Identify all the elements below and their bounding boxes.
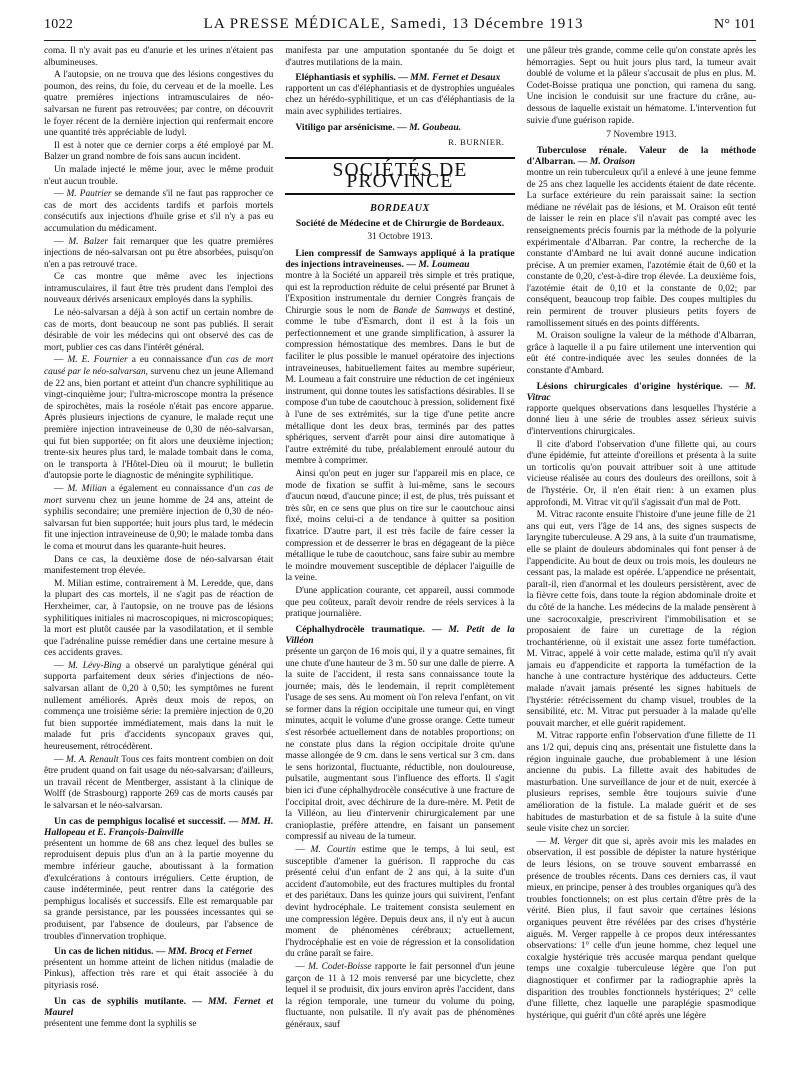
- author-signature: R. BURNIER.: [448, 137, 505, 148]
- paragraph: présentent un homme atteint de lichen nitidus (maladie de Pinkus), affection très rare et qui était associée à du pityriasis rosé.: [44, 957, 274, 991]
- emphasis: Bande de Samways: [392, 305, 470, 316]
- section-heading: Tuberculose rénale. Valeur de la méthode d'Albarran. — M. Oraison: [526, 144, 756, 168]
- paragraph: — M. Courtin estime que le temps, à lui seul, est susceptible d'amener la guérison. Il rapproche du cas présenté celui d'un enfant de 2 ans qui, à la suite d'un accident d'automobile, eut des fractures multiples du frontal et des pariétaux. Dans les quinze jours qui suivirent, l'enfant devint hydrocéphale. Le traitement consista seulement en une compression légère. Depuis deux ans, il n'y eut à aucun moment de phénomènes cérébraux; actuellement, l'hydrocéphalie est en voie de régression et la consolidation du crâne paraît se faire.: [285, 845, 515, 960]
- speaker-name: M. Balzer: [68, 236, 109, 247]
- heading-text: Eléphantiasis et syphilis.: [295, 72, 396, 84]
- paragraph: — M. Pautrier se demande s'il ne faut pas rapprocher ce cas de mort des accidents tardifs et parfois mortels consécutifs aux injections d'huile grise et s'il n'y a pas eu accumulation du médicament.: [44, 189, 274, 234]
- heading-text: Un cas de pemphigus localisé et successif.: [54, 815, 226, 827]
- paragraph: Ce cas montre que même avec les injections intramusculaires, il faut être très prudent dans l'emploi des nouveaux dérivés arsenicaux employés dans la syphilis.: [44, 272, 274, 306]
- paragraph: Ainsi qu'on peut en juger sur l'appareil mis en place, ce mode de fixation se suffit à lui-même, sans le secours d'aucun nœud, d'aucune pince; il est, de plus, très puissant et très sûr, en ce sens que plus on tire sur le caoutchouc ainsi fixé, moins celui-ci a de tendance à quitter sa position fixatrice. D'autre part, il est très facile de faire cesser la compression et de desserrer le bras en dégageant de la pièce métallique le tube de caoutchouc, sans faire subir au membre le moindre mouvement susceptible de déplacer l'aiguille de la veine.: [285, 469, 515, 584]
- paragraph: Le néo-salvarsan a déjà à son actif un certain nombre de cas de morts, dont beaucoup ne sont pas publiés. Il serait désirable de voir les médecins qui ont observé des cas de mort, publier ces cas dans l'intérêt général.: [44, 308, 274, 353]
- heading-text: Lien compressif de Samways appliqué à la pratique des injections intraveineuses.: [285, 247, 515, 271]
- heading-text: Céphalhydrocèle traumatique.: [295, 623, 425, 635]
- paragraph: rapporte quelques observations dans lesquelles l'hystérie a donné lieu à une série de troubles assez sérieux suivis d'interventions chirurgicales.: [526, 403, 756, 437]
- paragraph: une pâleur très grande, comme celle qu'on constate après les hémorragies. Sept ou huit jours plus tard, la tumeur avait doublé de volume et la pâleur s'accusait de plus en plus. M. Codet-Boisse pratiqua une ponction, qui ramena du sang. Une incision le conduisit sur une fracture du crâne, au-dessous de laquelle existait un hématome. L'intervention fut suivie d'une guérison rapide.: [526, 46, 756, 126]
- paragraph: rapportent un cas d'éléphantiasis et de dystrophies unguéales chez un hérédo-syphilitique, et un cas d'éléphantiasis de la main avec syphilides tertiaires.: [285, 83, 515, 117]
- speaker-name: M. A. Renault: [66, 754, 119, 765]
- speaker-name: M. Oraison: [589, 156, 636, 168]
- paragraph: Dans ce cas, la deuxième dose de néo-salvarsan était manifestement trop élevée.: [44, 554, 274, 577]
- section-heading: Vitiligo par arsénicisme. — M. Goubeau.: [295, 121, 462, 133]
- paragraph: M. Milian estime, contrairement à M. Leredde, que, dans la plupart des cas mortels, il ne s'agit pas de réaction de Herxheimer, car, à l'autopsie, on ne trouve pas de lésions syphilitiques initiales ni macroscopiques, ni microscopiques; la mort est plutôt causée par la vasodilatation, et il semble que l'adrénaline puisse remédier dans une certaine mesure à ces accidents graves.: [44, 578, 274, 659]
- heading-text: Tuberculose rénale. Valeur de la méthode d'Albarran.: [526, 144, 756, 168]
- paragraph: Il cite d'abord l'observation d'une fillette qui, au cours d'une épidémie, fut atteinte d'oreillons et présenta à la suite un torticolis qu'on pouvait attribuer soit à une attitude vicieuse réalisée au cours des douleurs des oreillons, soit à de l'hystérie. Or, il n'en était rien: à un examen plus approfondi, M. Vitrac vit qu'il s'agissait d'un mal de Pott.: [526, 439, 756, 508]
- speaker-name: M. Vitrac: [526, 380, 756, 404]
- paragraph: — M. Balzer fait remarquer que les quatre premières injections de néo-salvarsan ont pu être absorbées, puisqu'on n'en a pas retrouvé trace.: [44, 236, 274, 270]
- issue-number: N° 101: [713, 17, 756, 32]
- paragraph: — M. Codet-Boisse rapporte le fait personnel d'un jeune garçon de 11 à 12 mois renversé par une bicyclette, chez lequel il se produisit, dix jours environ après l'accident, dans la région temporale, une tumeur du volume du poing, fluctuante, non pulsatile. Il n'y avait pas de phénomènes généraux, sauf: [285, 961, 515, 1030]
- session-date: 31 Octobre 1913.: [367, 232, 433, 243]
- column-left: [44, 46, 273, 1068]
- paragraph: — M. E. Fournier a eu connaissance d'un cas de mort causé par le néo-salvarsan, survenu chez un jeune Allemand de 22 ans, bien portant et atteint d'un chancre syphilitique au vingt-cinquième jour; l'ultra-microscope montra la présence de spirochètes, mais la roséole n'était pas encore apparue. Après plusieurs injections de cyanure, le malade reçut une première injection intraveineuse de 0,30 de néo-salvarsan, qui fut bien supportée; on fit alors une deuxième injection; trente-six heures plus tard, le malade tombait dans le coma, on le transporta à l'Hôtel-Dieu où il mourut; le bulletin d'autopsie porte le diagnostic de méningite syphilitique.: [44, 355, 274, 482]
- paragraph: présente un garçon de 16 mois qui, il y a quatre semaines, fit une chute d'une hauteur de 3 m. 50 sur une dalle de pierre. A la suite de l'accident, il resta sans connaissance toute la journée; mais, dès le lendemain, il reprit complètement l'usage de ses sens. Au moment où l'on releva l'enfant, on vit se former dans la région occipitale une tumeur qui, en vingt minutes, acquit le volume d'une grosse orange. Cette tumeur s'est résorbée actuellement dans de notables proportions; on ne constate plus dans la région occipitale droite qu'une masse allongée de 9 cm. dans le sens vertical sur 3 cm. dans le sens horizontal, fluctuante, réductible, non douloureuse, pulsatile, augmentant sous l'influence des efforts. Il s'agit bien ici d'une céphalhydrocèle consécutive à une fracture de l'occipital droit, avec déchirure de la dure-mère. M. Petit de la Villéon, au lieu d'intervenir chirurgicalement par une cranioplastie, préfère attendre, en faisant un pansement compressif au niveau de la tumeur.: [285, 646, 515, 843]
- speaker-name: M. Pautrier: [66, 189, 112, 200]
- paragraph-text: a eu connaissance d'un: [131, 355, 223, 366]
- section-banner: [285, 157, 514, 195]
- article-columns: [44, 46, 756, 1068]
- paragraph-text: a observé un paralytique général qui supporta parfaitement deux séries d'injections de néo-salvarsan allant de 0,20 à 0,50; les symptômes ne furent nullement améliorés. Après deux mois de repos, on commença une troisième série: la première injection de 0,20 fut bien supportée immédiatement, mais dans la nuit le malade fut pris d'accidents syncopaux graves qui, heureusement, rétrocédèrent.: [44, 660, 274, 753]
- section-title: SOCIÉTÉS DE PROVINCE: [332, 159, 468, 193]
- section-heading: Un cas de syphilis mutilante. — MM. Fernet et Maurel: [44, 995, 274, 1019]
- paragraph: montre un rein tuberculeux qu'il a enlevé à une jeune femme de 25 ans chez laquelle les accidents étaient de date récente. La surface extérieure du rein paraissait saine: la section médiane ne révélait pas de lésions, et M. Oraison eût tenté de laisser le rein en place s'il n'avait pas compté avec les renseignements précis fournis par la méthode de la polyurie expérimentale d'Albarran. Par contre, la recherche de la constante d'Ambard ne lui avait donné aucune indication précise. A un premier examen, l'azotémie était de 0,60 et la constante de 0,20, c'est-à-dire trop élevée. La deuxième fois, l'azotémie était de 0,10 et la constante de 0,02; par conséquent, beaucoup trop faible. Des coupes multiples du rein permirent de trouver plusieurs petits foyers de ramollissement situés en des points différents.: [526, 167, 756, 329]
- paragraph: Il est à noter que ce dernier corps a été employé par M. Balzer un grand nombre de fois sans aucun incident.: [44, 140, 274, 163]
- paragraph-text: Tous ces faits montrent combien on doit être prudent quand on fait usage du néo-salvarsan; d'ailleurs, un travail récent de Mentberger, assistant à la clinique de Wolff (de Strasbourg) rapporte 269 cas de morts causés par le salvarsan et le néo-salvarsan.: [44, 754, 274, 811]
- speaker-name: M. Courtin: [310, 845, 356, 855]
- speaker-name: MM. H. Hallopeau et E. François-Dainville: [44, 815, 274, 839]
- city-heading: BORDEAUX: [370, 202, 430, 214]
- paragraph-text: estime que le temps, à lui seul, est susceptible d'amener la guérison. Il rapproche du cas présenté celui d'un enfant de 2 ans qui, à la suite d'un accident d'automobile, eut des fractures multiples du frontal et des pariétaux. Dans les quinze jours qui suivirent, l'enfant devint hydrocéphale. Le traitement consista seulement en une compression légère. Depuis deux ans, il n'y eut à aucun moment de phénomènes cérébraux; actuellement, l'hydrocéphalie est en voie de régression et la consolidation du crâne paraît se faire.: [285, 845, 515, 960]
- paragraph: manifesta par une amputation spontanée du 5e doigt et d'autres mutilations de la main.: [285, 46, 515, 68]
- section-heading: Un cas de lichen nitidus. — MM. Brocq et Fernet: [54, 946, 253, 958]
- paragraph-text: montre à la Société un appareil très simple et très pratique, qui est la reproduction réduite de celui présenté par Brunet à l'Exposition instrumentale du dernier Congrès français de Chirurgie sous le nom de: [285, 270, 515, 316]
- speaker-name: M. Loumeau: [418, 259, 470, 271]
- column-middle: [285, 46, 514, 1068]
- section-heading: Eléphantiasis et syphilis. — MM. Fernet et Desaux: [295, 72, 501, 84]
- heading-text: Un cas de syphilis mutilante.: [54, 995, 187, 1007]
- paragraph-text: fait remarquer que les quatre premières injections de néo-salvarsan ont pu être absorbées, puisqu'on n'en a pas retrouvé trace.: [44, 236, 274, 270]
- paragraph: Un malade injecté le même jour, avec le même produit n'eut aucun trouble.: [44, 164, 274, 187]
- speaker-name: M. Lévy-Bing: [67, 660, 122, 671]
- paragraph-text: et destiné, comme le tube d'Esmarch, dont il est à la fois un perfectionnement et une grande simplification, à assurer la compression hémostatique des membres. Dans le but de faciliter le plus possible le manuel opératoire des injections intraveineuses, habituellement faites au membre supérieur, M. Loumeau a fait construire une réduction de cet ingénieux instrument, qui donne toutes les satisfactions désirables. Il se compose d'un tube de caoutchouc à pression, solidement fixé à l'une de ses extrémités, sur la tige d'une petite ancre métallique dont les deux bras, terminés par des pattes sphériques, servent d'arrêt pour ainsi dire automatique à l'autre extrémité du tube, préalablement enroulé autour du membre à comprimer.: [285, 305, 515, 467]
- speaker-name: M. Petit de la Villéon: [285, 623, 515, 647]
- speaker-name: MM. Fernet et Maurel: [44, 995, 274, 1019]
- paragraph-text: survenu chez un jeune homme de 24 ans, atteint de syphilis secondaire; une première injection de 0,30 de néo-salvarsan fut bien supportée; huit jours plus tard, le médecin fit une injection intraveineuse de 0,90; le malade tomba dans le coma et mourut dans les quarante-huit heures.: [44, 495, 274, 552]
- paragraph: D'une application courante, cet appareil, aussi commode que peu coûteux, paraît devoir rendre de réels services à la pratique journalière.: [285, 585, 515, 620]
- speaker-name: M. E. Fournier: [67, 355, 128, 366]
- society-name: Société de Médecine et de Chirurgie de Bordeaux.: [295, 217, 505, 229]
- paragraph: — M. Verger dit que si, après avoir mis les malades en observation, il est possible de dépister la nature hystérique de leurs lésions, on se trouve souvent embarrassé en présence de troubles récents. Dans ces derniers cas, il vaut mieux, en principe, penser à des troubles organiques qu'à des troubles fonctionnels; on est plus certain d'être près de la vérité. Bien plus, il faut savoir que certaines lésions organiques peuvent être révélées par des crises d'hystérie aiguës. M. Verger rappelle à ce propos deux intéressantes observations: 1° celle d'un jeune homme, chez lequel une coxalgie hystérique très accusée marqua pendant quelque temps une coxalgie tuberculeuse légère que l'on put diagnostiquer et confirmer par la radiographie après la disparition des troubles fonctionnels hystériques; 2° celle d'une fillette, chez laquelle une paraplégie spasmodique hystérique, qui guérit d'un côté après une légère: [526, 836, 756, 1021]
- section-heading: Lésions chirurgicales d'origine hystérique. — M. Vitrac: [526, 380, 756, 404]
- header-rule: [44, 40, 756, 41]
- emphasis: cas de mort causé par le néo-salvarsan,: [44, 355, 274, 378]
- paragraph-text: dit que si, après avoir mis les malades en observation, il est possible de dépister la nature hystérique de leurs lésions, on se trouve souvent embarrassé en présence de troubles récents. Dans ces derniers cas, il vaut mieux, en principe, penser à des troubles organiques qu'à des troubles fonctionnels; on est plus certain d'être près de la vérité. Bien plus, il faut savoir que certaines lésions organiques peuvent être révélées par des crises d'hystérie aiguës. M. Verger rappelle à ce propos deux intéressantes observations: 1° celle d'un jeune homme, chez lequel une coxalgie hystérique très accusée marqua pendant quelque temps une coxalgie tuberculeuse légère que l'on put diagnostiquer et confirmer par la radiographie après la disparition des troubles fonctionnels hystériques; 2° celle d'une fillette, chez laquelle une paraplégie spasmodique hystérique, qui guérit d'un côté après une légère: [526, 836, 756, 1021]
- paragraph: [285, 271, 514, 468]
- heading-text: Un cas de lichen nitidus.: [54, 946, 154, 958]
- running-header: [44, 16, 756, 38]
- section-heading: Un cas de pemphigus localisé et successif. — MM. H. Hallopeau et E. François-Dainville: [44, 815, 274, 839]
- column-right: [527, 46, 756, 1068]
- section-heading: Lien compressif de Samways appliqué à la pratique des injections intraveineuses. — M. Loumeau: [285, 247, 515, 271]
- speaker-name: M. Codet-Boisse: [308, 961, 372, 972]
- paragraph: présentent une femme dont la syphilis se: [44, 1018, 197, 1029]
- paragraph: — M. Milian a également eu connaissance d'un cas de mort survenu chez un jeune homme de 24 ans, atteint de syphilis secondaire; une première injection de 0,30 de néo-salvarsan fut bien supportée; huit jours plus tard, le médecin fit une injection intraveineuse de 0,90; le malade tomba dans le coma et mourut dans les quarante-huit heures.: [44, 483, 274, 552]
- speaker-name: MM. Brocq et Fernet: [167, 946, 253, 958]
- paragraph: M. Oraison souligne la valeur de la méthode d'Albarran, grâce à laquelle il a pu faire utilement une intervention qui eût été contre-indiquée avec les seules données de la constante d'Ambard.: [526, 331, 756, 377]
- speaker-name: M. Verger: [549, 836, 589, 847]
- paragraph: présentent un homme de 68 ans chez lequel des bulles se reproduisent depuis plus d'un an à la partie moyenne du membre inférieur gauche, aboutissant à la formation d'exulcérations à contours irréguliers. Cette éruption, de cause indéterminée, peut rentrer dans la catégorie des pemphigus localisés et successifs. Elle est remarquable par sa grande persistance, par les poussées incessantes qui se produisent, par l'absence de douleurs, par l'absence de troubles d'innervation trophique.: [44, 838, 274, 942]
- heading-text: Lésions chirurgicales d'origine hystérique.: [536, 380, 723, 392]
- section-heading: Céphalhydrocèle traumatique. — M. Petit de la Villéon: [285, 623, 515, 647]
- speaker-name: MM. Fernet et Desaux: [410, 72, 501, 84]
- paragraph-text: a également eu connaissance d'un: [110, 483, 244, 494]
- paragraph: coma. Il n'y avait pas eu d'anurie et les urines n'étaient pas albumineuses.: [44, 46, 274, 68]
- paragraph-text: se demande s'il ne faut pas rapprocher ce cas de mort des accidents tardifs et parfois mortels consécutifs aux injections d'huile grise et s'il n'y a pas eu accumulation du médicament.: [44, 189, 274, 234]
- paragraph: M. Vitrac raconte ensuite l'histoire d'une jeune fille de 21 ans qui eut, vers l'âge de 14 ans, des signes suspects de laryngite tuberculeuse. A 29 ans, à la suite d'un traumatisme, elle se plaint de douleurs abdominales qui font penser à de l'appendicite. Au bout de deux ou trois mois, les douleurs ne cessant pas, la malade est opérée. L'appendice ne présentait, paraît-il, rien d'anormal et les douleurs persistèrent, avec de la fièvre cette fois, dans toute la région abdominale droite et du côté de la hanche. Les médecins de la malade pensèrent à une sacrocoxalgie, prescrivirent l'immobilisation et se proposaient de faire un curettage de la région trochantérienne, où il existait une assez forte tuméfaction. M. Vitrac, appelé à voir cette malade, estima qu'il n'y avait jamais eu d'appendicite et rapporta la tuméfaction de la hanche à une contracture hystérique des adducteurs. Cette malade n'avait jamais présenté les signes habituels de l'hystérie: rétrécissement du champ visuel, troubles de la sensibilité, etc. M. Vitrac put persuader à la malade qu'elle pouvait marcher, et elle guérit rapidement.: [526, 510, 756, 729]
- paragraph: M. Vitrac rapporte enfin l'observation d'une fillette de 11 ans 1/2 qui, depuis cinq ans, présentait une fistulette dans la région inguinale gauche, due probablement à une lésion ancienne du pubis. La fillette avait des habitudes de masturbation. Une surveillance de jour et de nuit, exercée à plusieurs reprises, semble être toujours suivie d'une amélioration de la fistule. La malade guérit et de ses habitudes de masturbation et de sa fistule à la suite d'une seule visite chez un sorcier.: [526, 731, 756, 835]
- paragraph: — M. Lévy-Bing a observé un paralytique général qui supporta parfaitement deux séries d'injections de néo-salvarsan allant de 0,20 à 0,50; les symptômes ne furent nullement améliorés. Après deux mois de repos, on commença une troisième série: la première injection de 0,20 fut bien supportée immédiatement, mais dans la nuit le malade fut pris d'accidents syncopaux graves qui, heureusement, rétrocédèrent.: [44, 660, 274, 753]
- page-number: 1022: [44, 17, 74, 32]
- emphasis: cas de mort: [44, 483, 274, 506]
- journal-title: LA PRESSE MÉDICALE, Samedi, 13 Décembre 1913: [203, 16, 584, 32]
- session-date: 7 Novembre 1913.: [606, 130, 677, 141]
- paragraph: A l'autopsie, on ne trouva que des lésions congestives du poumon, des reins, du foie, du cerveau et de la moelle. Les quatre premières injections intramusculaires de néo-salvarsan ne furent pas retrouvées; par contre, on découvrit le foyer récent de la dernière injection qui renfermait encore une quantité très appréciable de ludyl.: [44, 70, 274, 139]
- speaker-name: M. Milian: [67, 483, 107, 494]
- paragraph-text: rapporte le fait personnel d'un jeune garçon de 11 à 12 mois renversé par une bicyclette, chez lequel il se produisit, dix jours environ après l'accident, dans la région temporale, une tumeur du volume du poing, fluctuante, non pulsatile. Il n'y avait pas de phénomènes généraux, sauf: [285, 961, 515, 1030]
- paragraph-text: survenu chez un jeune Allemand de 22 ans, bien portant et atteint d'un chancre syphilitique au vingt-cinquième jour; l'ultra-microscope montra la présence de spirochètes, mais la roséole n'était pas encore apparue. Après plusieurs injections de cyanure, le malade reçut une première injection intraveineuse de 0,30 de néo-salvarsan, qui fut bien supportée; on fit alors une deuxième injection; trente-six heures plus tard, le malade tombait dans le coma, on le transporta à l'Hôtel-Dieu où il mourut; le bulletin d'autopsie porte le diagnostic de méningite syphilitique.: [44, 367, 274, 482]
- heading-text: Vitiligo par arsénicisme.: [295, 121, 395, 133]
- speaker-name: M. Goubeau.: [409, 121, 462, 133]
- paragraph: — M. A. Renault Tous ces faits montrent combien on doit être prudent quand on fait usage du néo-salvarsan; d'ailleurs, un travail récent de Mentberger, assistant à la clinique de Wolff (de Strasbourg) rapporte 269 cas de morts causés par le salvarsan et le néo-salvarsan.: [44, 754, 274, 811]
